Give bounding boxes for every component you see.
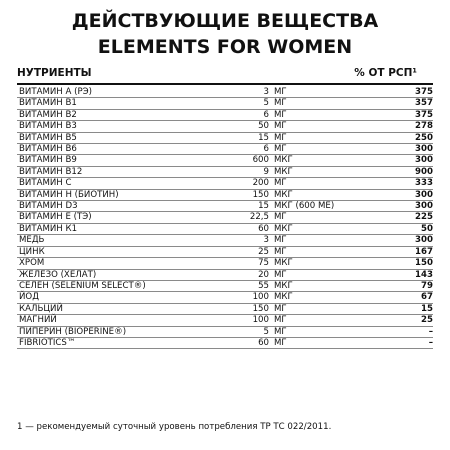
nutrient-amount: 600	[252, 155, 269, 166]
nutrient-table	[17, 87, 433, 349]
nutrient-unit: МКГ (600 МЕ)	[274, 201, 335, 212]
nutrient-unit: МКГ	[274, 258, 293, 269]
nutrient-rsp-percent: 250	[415, 132, 433, 143]
column-header-rsp: % ОТ РСП¹	[354, 67, 417, 79]
nutrient-unit: МГ	[274, 87, 287, 97]
table-row	[17, 155, 433, 166]
nutrient-name: ВИТАМИН В12	[19, 166, 83, 177]
nutrient-rsp-percent: –	[428, 337, 433, 348]
nutrient-rsp-percent: 50	[421, 223, 433, 234]
nutrient-unit: МГ	[274, 235, 287, 246]
nutrient-amount: 55	[258, 280, 269, 291]
nutrient-amount: 150	[252, 303, 269, 314]
nutrient-name: ЦИНК	[19, 246, 45, 257]
nutrient-name: ХРОМ	[19, 258, 45, 269]
nutrient-amount: 100	[252, 292, 269, 303]
nutrient-rsp-percent: 300	[415, 201, 433, 212]
nutrient-unit: МКГ	[274, 292, 293, 303]
nutrient-amount: 6	[263, 144, 269, 155]
nutrient-name: ПИПЕРИН (BIOPERINE®)	[19, 326, 127, 337]
nutrient-rsp-percent: 225	[415, 212, 433, 223]
table-row	[17, 281, 433, 292]
nutrient-unit: МГ	[274, 303, 287, 314]
table-row	[17, 327, 433, 338]
table-row	[17, 235, 433, 246]
nutrient-name: ВИТАМИН В2	[19, 109, 77, 120]
nutrient-unit: МКГ	[274, 155, 293, 166]
nutrient-rsp-percent: 67	[421, 292, 433, 303]
nutrient-name: ВИТАМИН В3	[19, 121, 77, 132]
nutrient-rsp-percent: 143	[415, 269, 433, 280]
nutrient-name: ВИТАМИН В6	[19, 144, 77, 155]
table-row	[17, 304, 433, 315]
nutrient-name: МЕДЬ	[19, 235, 45, 246]
table-row	[17, 270, 433, 281]
nutrient-name: ЖЕЛЕЗО (ХЕЛАТ)	[19, 269, 97, 280]
nutrient-amount: 60	[258, 337, 269, 348]
table-row	[17, 315, 433, 326]
footnote: 1 — рекомендуемый суточный уровень потребления ТР ТС 022/2011.	[17, 422, 332, 432]
nutrient-unit: МКГ	[274, 189, 293, 200]
table-row	[17, 98, 433, 109]
nutrient-rsp-percent: 375	[415, 109, 433, 120]
header-divider	[17, 83, 433, 85]
nutrient-unit: МГ	[274, 212, 287, 223]
nutrient-name: ВИТАМИН D3	[19, 201, 78, 212]
column-header-nutrients: НУТРИЕНТЫ	[17, 67, 92, 79]
nutrient-amount: 15	[258, 132, 269, 143]
nutrient-amount: 15	[258, 201, 269, 212]
nutrient-amount: 9	[263, 166, 269, 177]
nutrient-amount: 22,5	[249, 212, 269, 223]
nutrient-name: ВИТАМИН Н (БИОТИН)	[19, 189, 119, 200]
nutrient-amount: 50	[258, 121, 269, 132]
nutrient-amount: 150	[252, 189, 269, 200]
nutrient-amount: 60	[258, 223, 269, 234]
nutrient-amount: 3	[263, 87, 269, 97]
page-subtitle: ELEMENTS FOR WOMEN	[97, 36, 353, 58]
nutrient-unit: МГ	[274, 178, 287, 189]
nutrient-amount: 3	[263, 235, 269, 246]
nutrient-unit: МГ	[274, 269, 287, 280]
nutrient-name: ВИТАМИН В9	[19, 155, 77, 166]
table-row	[17, 144, 433, 155]
nutrient-amount: 200	[252, 178, 269, 189]
nutrient-name: ВИТАМИН К1	[19, 223, 78, 234]
nutrient-rsp-percent: 300	[415, 155, 433, 166]
nutrient-rsp-percent: 300	[415, 144, 433, 155]
table-row	[17, 133, 433, 144]
table-row	[17, 87, 433, 98]
table-row	[17, 224, 433, 235]
nutrient-name: ВИТАМИН В1	[19, 98, 77, 109]
nutrient-unit: МКГ	[274, 280, 293, 291]
nutrient-amount: 6	[263, 109, 269, 120]
nutrient-name: МАГНИЙ	[19, 315, 57, 326]
nutrient-amount: 20	[258, 269, 269, 280]
nutrient-rsp-percent: 278	[415, 121, 433, 132]
nutrient-rsp-percent: 150	[415, 258, 433, 269]
nutrient-unit: МКГ	[274, 223, 293, 234]
nutrient-unit: МГ	[274, 326, 287, 337]
table-row	[17, 121, 433, 132]
nutrient-rsp-percent: 300	[415, 189, 433, 200]
table-row	[17, 201, 433, 212]
nutrient-name: FIBRIOTICS™	[19, 337, 76, 348]
nutrient-unit: МГ	[274, 144, 287, 155]
table-row	[17, 178, 433, 189]
nutrient-name: ВИТАМИН В5	[19, 132, 77, 143]
nutrient-rsp-percent: 15	[421, 303, 433, 314]
nutrient-unit: МГ	[274, 121, 287, 132]
nutrient-rsp-percent: 357	[415, 98, 433, 109]
table-row	[17, 292, 433, 303]
table-row	[17, 212, 433, 223]
nutrient-rsp-percent: 900	[415, 166, 433, 177]
nutrient-name: ВИТАМИН А (РЭ)	[19, 87, 92, 97]
nutrient-unit: МГ	[274, 98, 287, 109]
nutrient-unit: МКГ	[274, 166, 293, 177]
nutrient-name: СЕЛЕН (SELENIUM SELECT®)	[19, 280, 146, 291]
nutrient-unit: МГ	[274, 109, 287, 120]
nutrient-name: ВИТАМИН Е (ТЭ)	[19, 212, 92, 223]
table-row	[17, 258, 433, 269]
nutrient-rsp-percent: –	[428, 326, 433, 337]
table-row	[17, 190, 433, 201]
table-row	[17, 110, 433, 121]
table-row	[17, 167, 433, 178]
page-title: ДЕЙСТВУЮЩИЕ ВЕЩЕСТВА	[71, 10, 379, 32]
nutrient-amount: 100	[252, 315, 269, 326]
nutrient-rsp-percent: 25	[421, 315, 433, 326]
nutrient-amount: 75	[258, 258, 269, 269]
nutrient-unit: МГ	[274, 315, 287, 326]
nutrient-unit: МГ	[274, 132, 287, 143]
nutrient-amount: 25	[258, 246, 269, 257]
nutrient-name: КАЛЬЦИЙ	[19, 303, 63, 314]
table-row	[17, 338, 433, 349]
nutrient-amount: 5	[263, 326, 269, 337]
nutrient-rsp-percent: 333	[415, 178, 433, 189]
nutrient-rsp-percent: 167	[415, 246, 433, 257]
nutrient-unit: МГ	[274, 337, 287, 348]
nutrient-amount: 5	[263, 98, 269, 109]
nutrient-name: ЙОД	[19, 292, 39, 303]
nutrient-rsp-percent: 300	[415, 235, 433, 246]
table-row	[17, 247, 433, 258]
nutrient-unit: МГ	[274, 246, 287, 257]
nutrient-name: ВИТАМИН С	[19, 178, 72, 189]
nutrient-rsp-percent: 375	[415, 87, 433, 97]
nutrient-rsp-percent: 79	[421, 280, 433, 291]
